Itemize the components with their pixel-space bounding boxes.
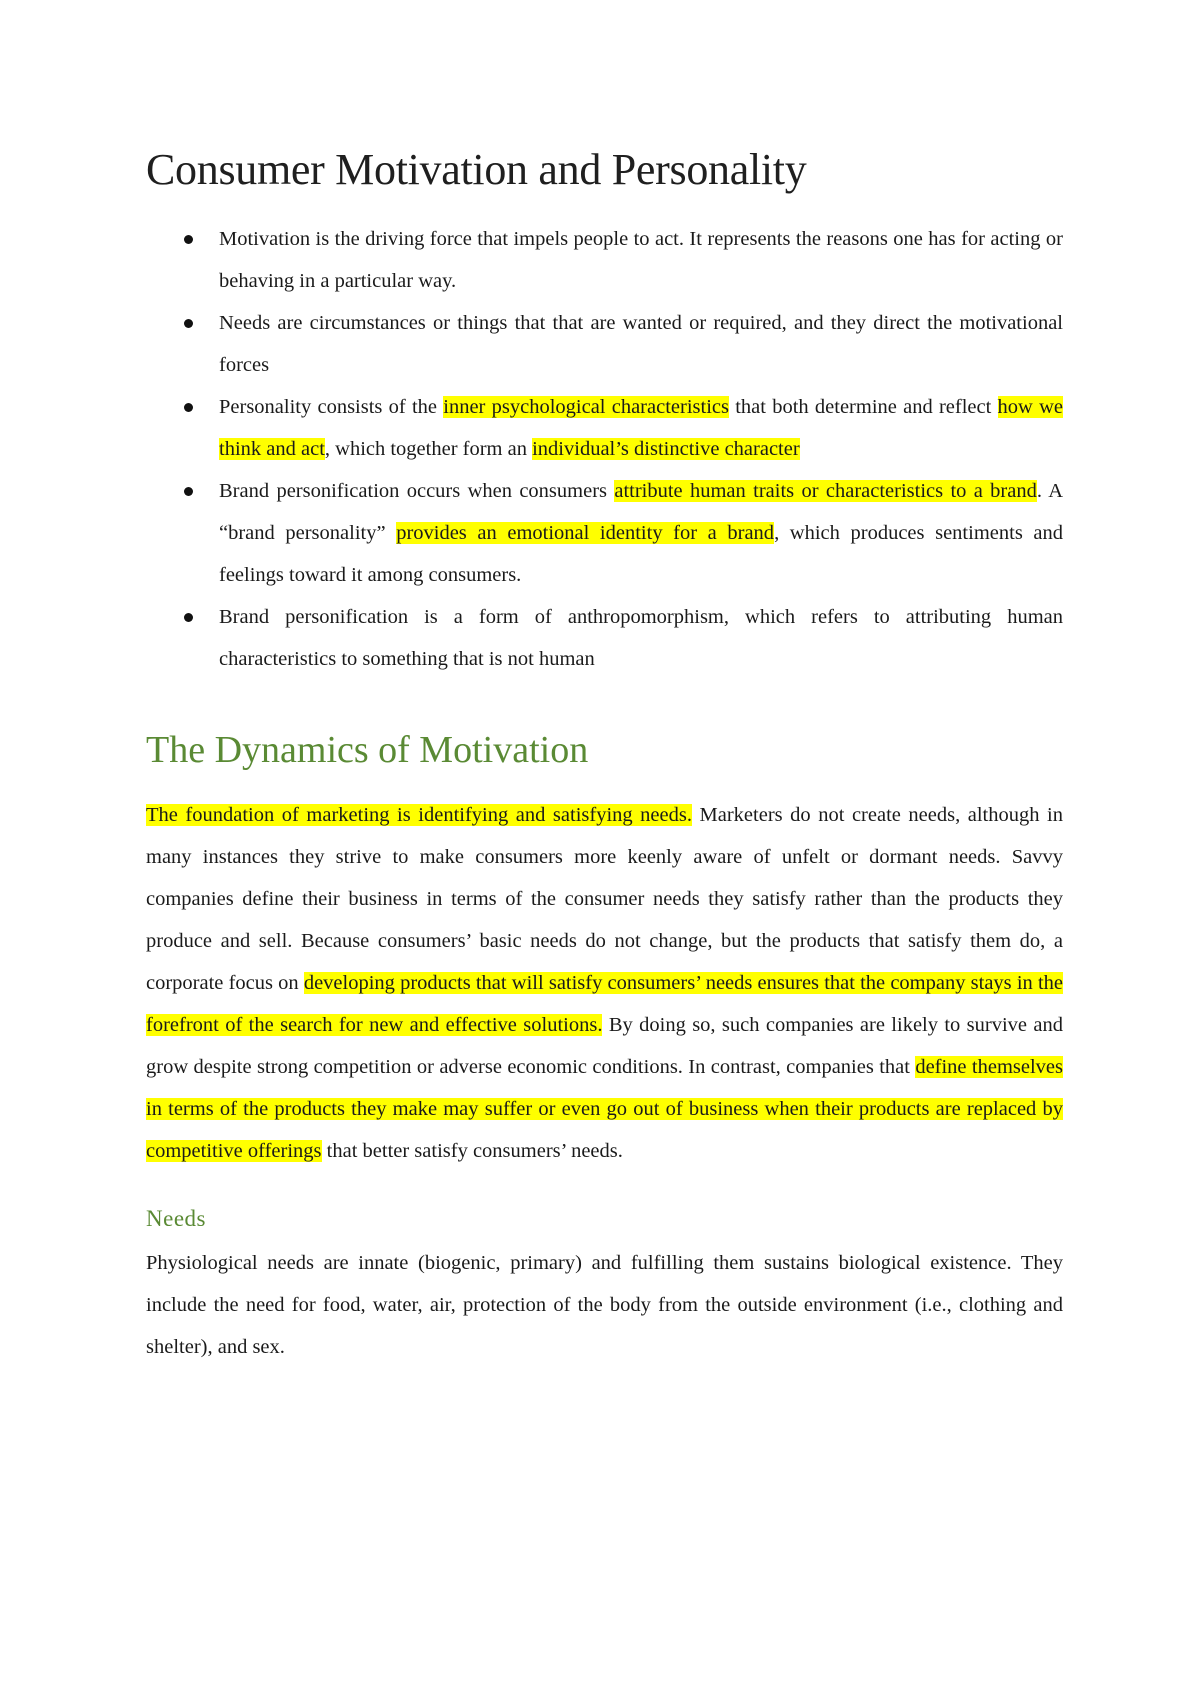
text-run: Motivation is the driving force that impels people to act. It represents the reasons one has for acting or behaving in a particular way. — [219, 228, 1063, 292]
subsection-paragraph: Physiological needs are innate (biogenic, primary) and fulfilling them sustains biological existence. They include the need for food, water, air, protection of the body from the outside environment (i.e., clothing and shelter), and sex. — [146, 1252, 1063, 1358]
bullet-icon — [184, 613, 193, 622]
text-run: that better satisfy consumers’ needs. — [321, 1140, 623, 1162]
section-paragraph — [146, 794, 1063, 1172]
text-run: Brand personification is a form of anthropomorphism, which refers to attributing human characteristics to something that is not human — [219, 606, 1063, 670]
highlighted-text: define themselves in terms of the products they make may suffer or even go out of business when their products are replaced by competitive offerings — [146, 1056, 1063, 1162]
bullet-item — [146, 386, 1063, 470]
highlighted-text: inner psychological characteristics — [443, 396, 729, 418]
highlighted-text: attribute human traits or characteristics to a brand — [614, 480, 1037, 502]
bullet-text — [219, 228, 1063, 292]
bullet-item — [146, 218, 1063, 302]
highlighted-text: The foundation of marketing is identifying and satisfying needs. — [146, 804, 692, 826]
text-run: Needs are circumstances or things that that are wanted or required, and they direct the motivational forces — [219, 312, 1063, 376]
bullet-text — [219, 312, 1063, 376]
bullet-icon — [184, 403, 193, 412]
highlighted-text: developing products that will satisfy consumers’ needs ensures that the company stays in the forefront of the search for new and effective solutions. — [146, 972, 1063, 1036]
highlighted-text: how we think and act — [219, 396, 1063, 460]
text-run: Marketers do not create needs, although in many instances they strive to make consumers more keenly aware of unfelt or dormant needs. Savvy companies define their business in terms of the consumer needs they satisfy rather than the products they produce and sell. Because consumers’ basic needs do not change, but the products that satisfy them do, a corporate focus on — [146, 804, 1063, 994]
bullet-item — [146, 302, 1063, 386]
bullet-icon — [184, 487, 193, 496]
text-run: Personality consists of the — [219, 396, 444, 418]
document-content — [146, 140, 1063, 1368]
subsection-heading: Needs — [146, 1206, 206, 1231]
bullet-list — [146, 218, 1063, 680]
bullet-item — [146, 596, 1063, 680]
text-run: that both determine and reflect — [728, 396, 998, 418]
bullet-text — [219, 606, 1063, 670]
text-run: , which produces sentiments and feelings toward it among consumers. — [219, 522, 1063, 586]
bullet-icon — [184, 235, 193, 244]
text-run: By doing so, such companies are likely to survive and grow despite strong competition or adverse economic conditions. In contrast, companies that — [146, 1014, 1063, 1078]
section-heading: The Dynamics of Motivation — [146, 729, 589, 771]
bullet-item — [146, 470, 1063, 596]
bullet-icon — [184, 319, 193, 328]
text-run: Brand personification occurs when consumers — [219, 480, 615, 502]
highlighted-text: individual’s distinctive character — [532, 438, 800, 460]
highlighted-text: provides an emotional identity for a brand — [396, 522, 775, 544]
text-run: , which together form an — [324, 438, 533, 460]
bullet-text — [219, 396, 1063, 460]
text-run: . A “brand personality” — [219, 480, 1063, 544]
bullet-text — [219, 480, 1063, 586]
document-title: Consumer Motivation and Personality — [146, 145, 807, 194]
